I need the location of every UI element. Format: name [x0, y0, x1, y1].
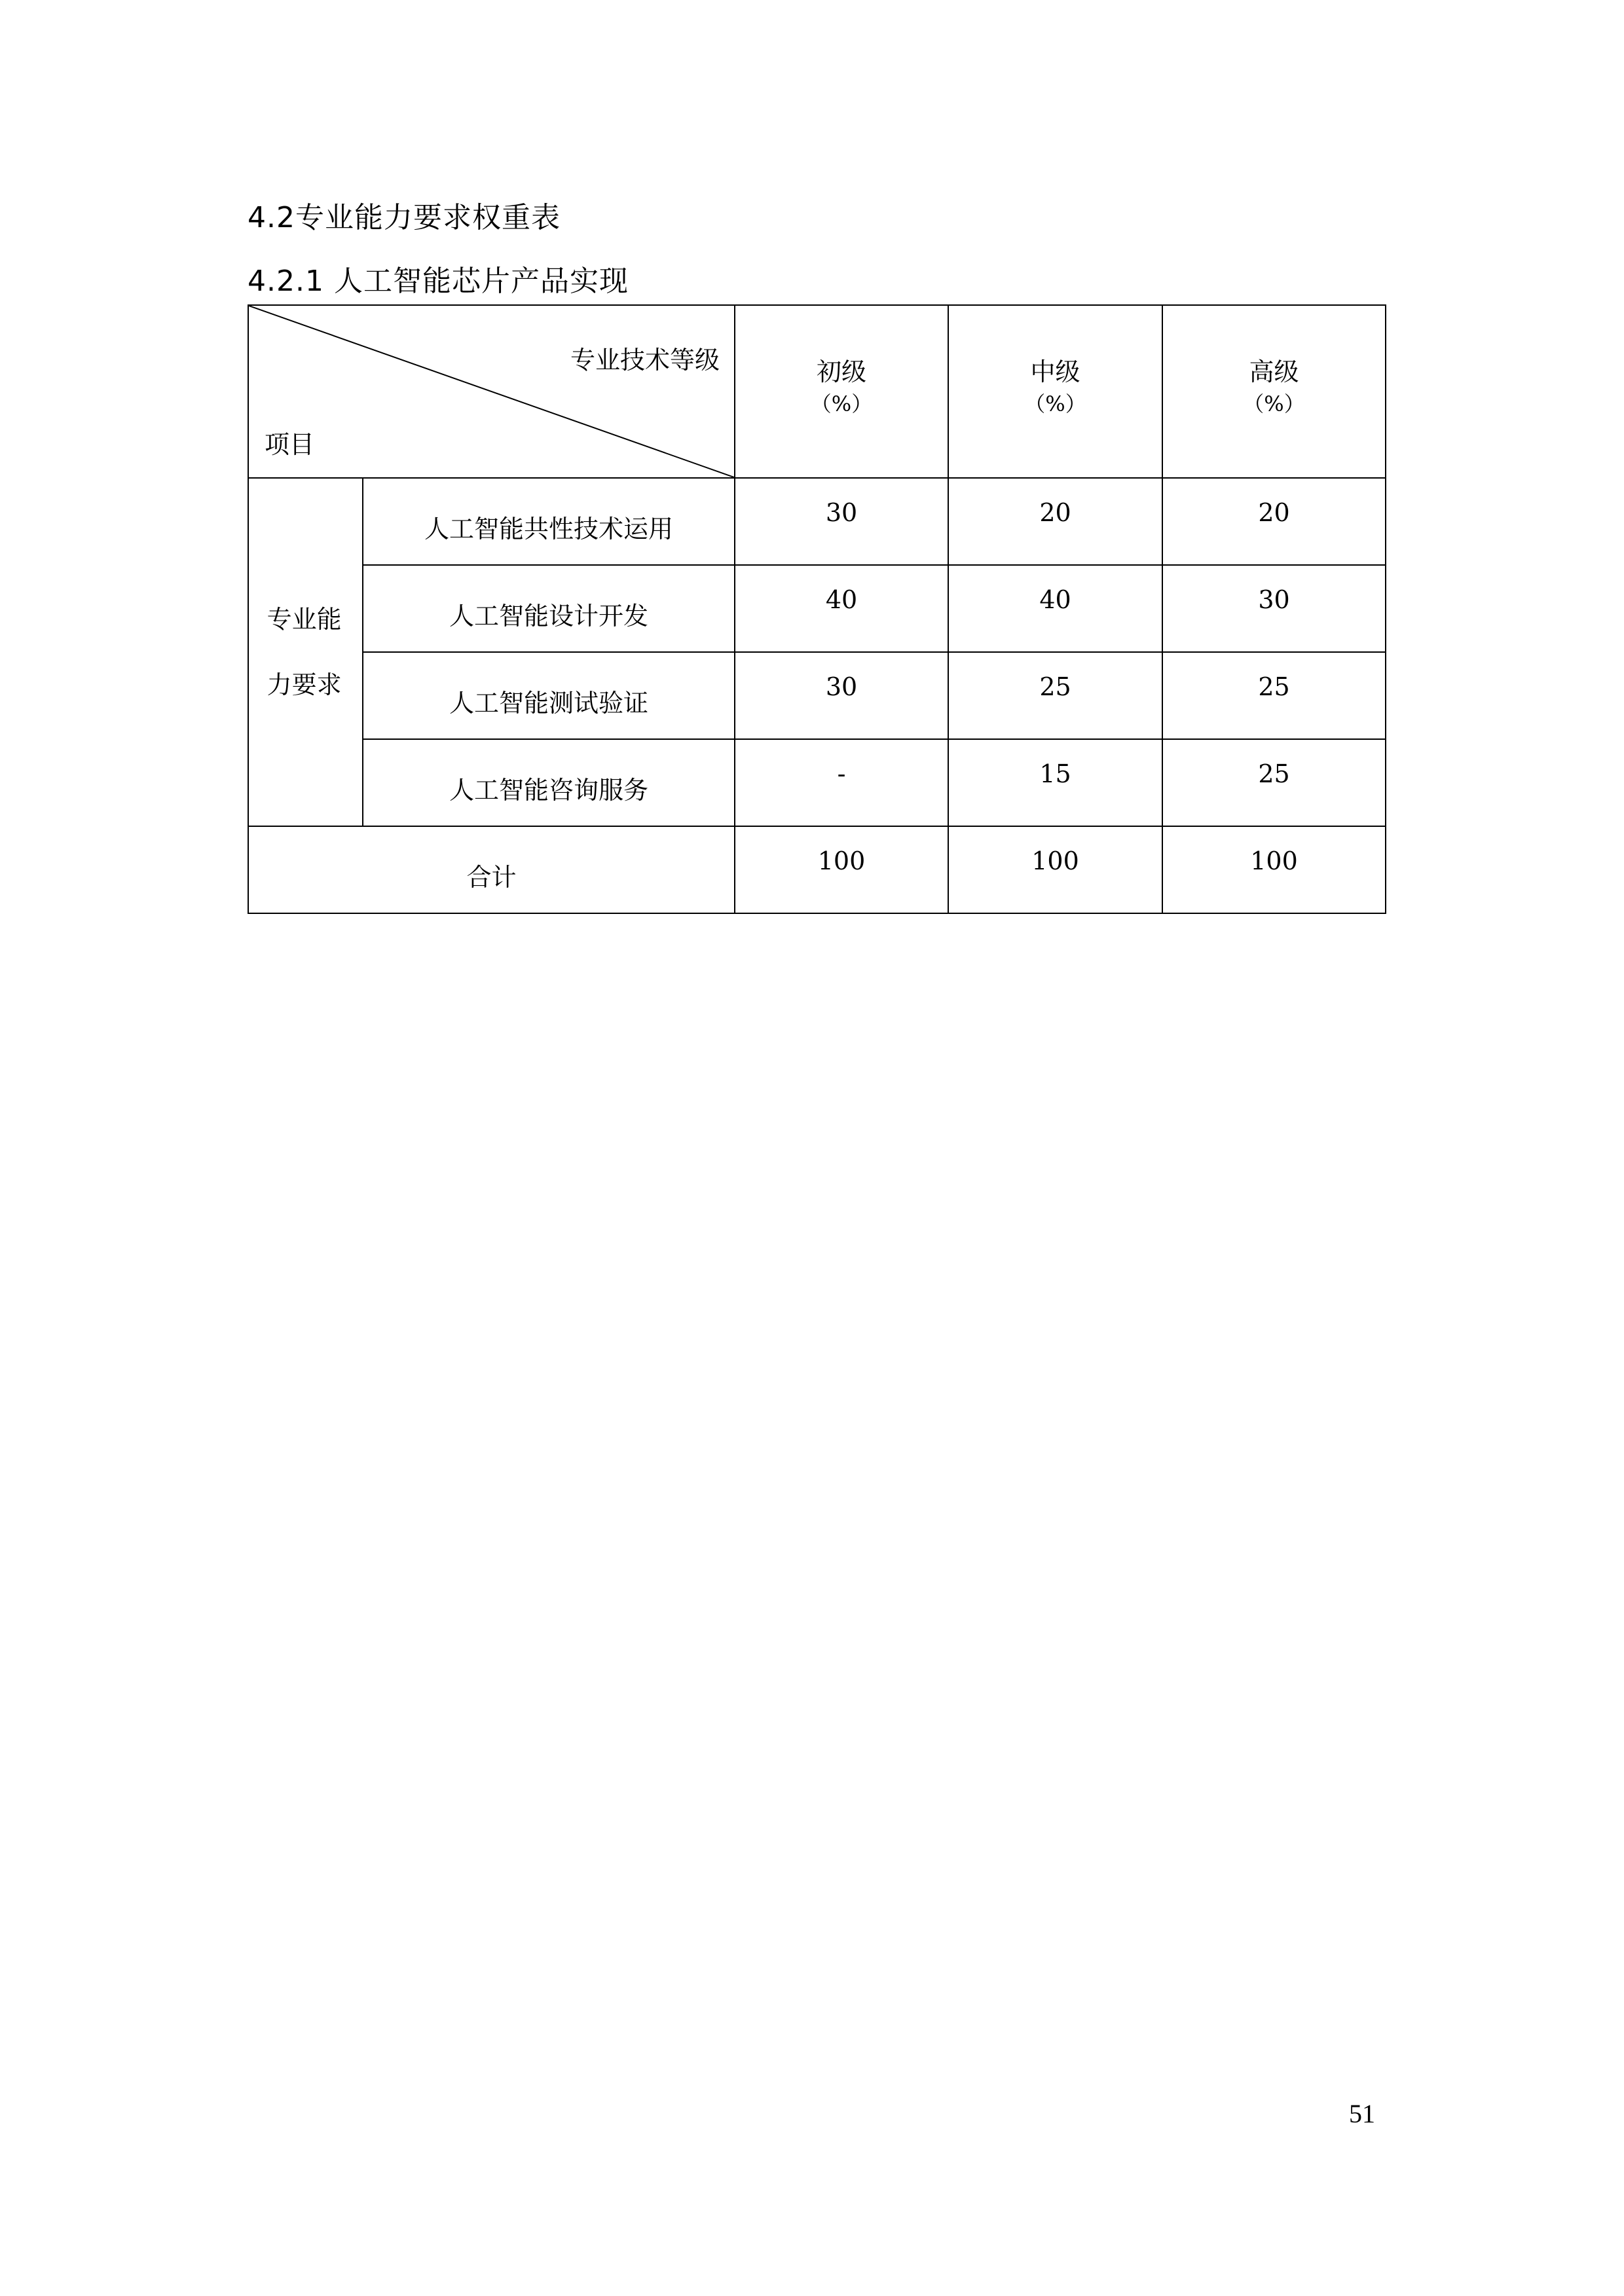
value-junior: 30: [825, 672, 858, 701]
level-header-junior: [735, 305, 948, 478]
total-senior: 100: [1250, 846, 1298, 875]
value-cell: [948, 826, 1162, 913]
level-unit: （%）: [810, 392, 873, 416]
page-number: 51: [1349, 2099, 1375, 2128]
grade-axis-label: 专业技术等级: [570, 346, 720, 374]
value-intermediate: 25: [1039, 672, 1071, 701]
item-cell: [363, 652, 735, 739]
item-axis-label: 项目: [265, 430, 315, 459]
total-row: [248, 826, 1386, 913]
table-row: [248, 652, 1386, 739]
level-header-intermediate: [948, 305, 1162, 478]
item-label: 人工智能咨询服务: [449, 776, 648, 805]
value-cell: [948, 478, 1162, 565]
value-junior: -: [837, 759, 846, 788]
value-cell: [948, 739, 1162, 826]
total-intermediate: 100: [1031, 846, 1079, 875]
total-label: 合计: [466, 863, 517, 892]
section-title: 4.2专业能力要求权重表: [248, 201, 561, 234]
subsection-title: 4.2.1 人工智能芯片产品实现: [248, 264, 629, 298]
value-intermediate: 20: [1039, 498, 1071, 527]
value-cell: [1162, 652, 1386, 739]
value-junior: 30: [825, 498, 858, 527]
value-junior: 40: [825, 585, 858, 614]
item-label: 人工智能设计开发: [449, 602, 648, 630]
level-header-senior: [1162, 305, 1386, 478]
item-cell: [363, 565, 735, 652]
value-cell: [735, 826, 948, 913]
table-row: [248, 565, 1386, 652]
value-cell: [1162, 478, 1386, 565]
table-header-row: [248, 305, 1386, 478]
weight-table: [248, 304, 1386, 914]
value-cell: [1162, 739, 1386, 826]
value-cell: [1162, 826, 1386, 913]
value-cell: [735, 565, 948, 652]
diagonal-divider: [249, 306, 734, 477]
value-cell: [735, 739, 948, 826]
level-name: 高级: [1249, 357, 1299, 386]
diagonal-header-cell: [248, 305, 735, 478]
category-cell: [248, 478, 363, 826]
table-row: [248, 478, 1386, 565]
value-cell: [948, 652, 1162, 739]
item-label: 人工智能共性技术运用: [424, 515, 673, 543]
value-cell: [1162, 565, 1386, 652]
item-label: 人工智能测试验证: [449, 689, 648, 718]
value-cell: [735, 652, 948, 739]
table-row: [248, 739, 1386, 826]
value-intermediate: 15: [1039, 759, 1071, 788]
level-name: 初级: [816, 357, 866, 386]
value-cell: [735, 478, 948, 565]
value-senior: 20: [1258, 498, 1290, 527]
value-cell: [948, 565, 1162, 652]
value-senior: 30: [1258, 585, 1290, 614]
category-label: 专业能力要求: [267, 605, 342, 699]
level-name: 中级: [1030, 357, 1080, 386]
total-label-cell: [248, 826, 735, 913]
item-cell: [363, 739, 735, 826]
item-cell: [363, 478, 735, 565]
value-senior: 25: [1258, 672, 1290, 701]
level-unit: （%）: [1024, 392, 1086, 416]
level-unit: （%）: [1243, 392, 1305, 416]
value-intermediate: 40: [1039, 585, 1071, 614]
total-junior: 100: [817, 846, 866, 875]
value-senior: 25: [1258, 759, 1290, 788]
